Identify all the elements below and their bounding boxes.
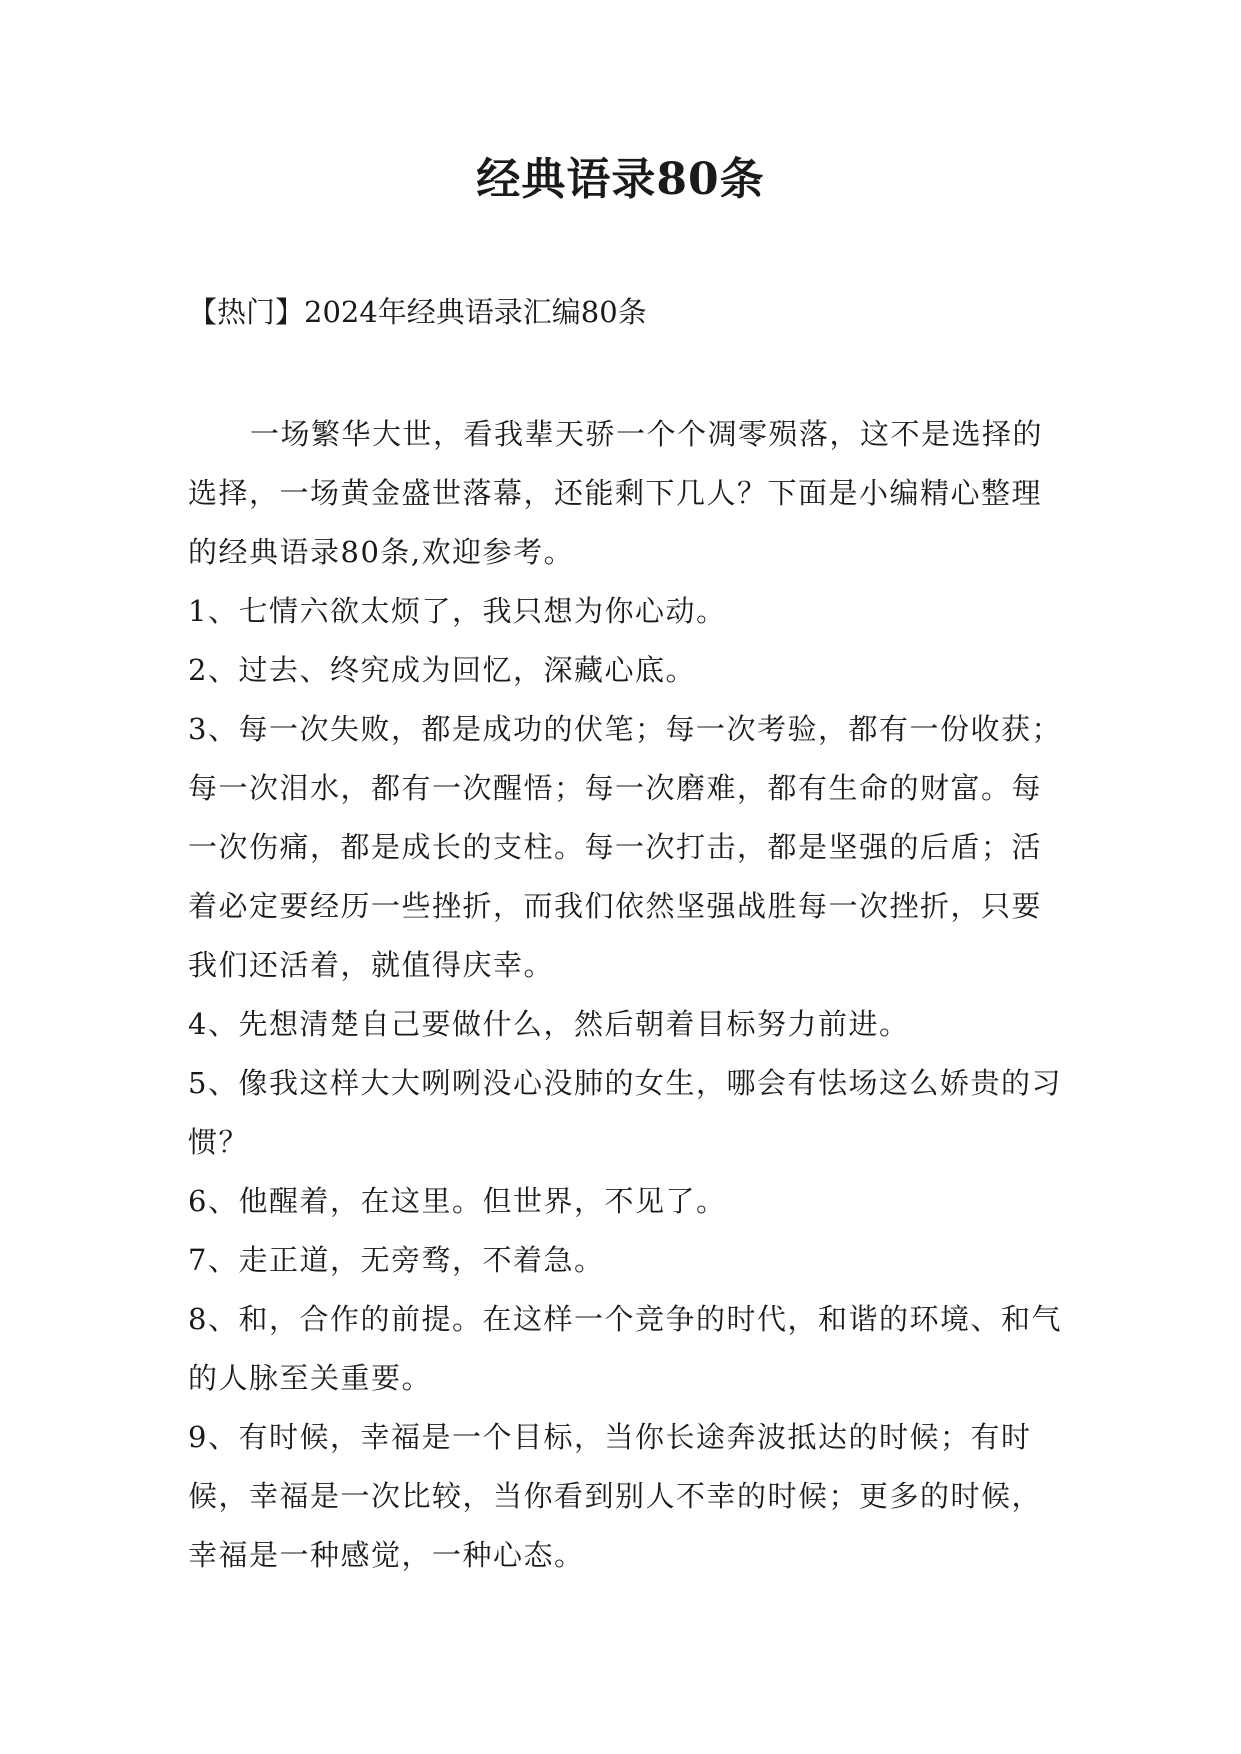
- quote-item-3: 3、每一次失败，都是成功的伏笔；每一次考验，都有一份收获；每一次泪水，都有一次醒悟；每一次磨难，都有生命的财富。每一次伤痛，都是成长的支柱。每一次打击，都是坚强的后盾；活着必定要经历一些挫折，而我们依然坚强战胜每一次挫折，只要我们还活着，就值得庆幸。: [188, 712, 1062, 982]
- quote-item-5: 5、像我这样大大咧咧没心没肺的女生，哪会有怯场这么娇贵的习惯？: [188, 1066, 1062, 1159]
- quote-item-8: 8、和，合作的前提。在这样一个竞争的时代，和谐的环境、和气的人脉至关重要。: [188, 1302, 1062, 1395]
- quote-item-1: 1、七情六欲太烦了，我只想为你心动。: [188, 594, 727, 628]
- quote-item-2: 2、过去、终究成为回忆，深藏心底。: [188, 653, 696, 687]
- document-subtitle: 【热门】2024年经典语录汇编80条: [188, 295, 647, 329]
- document-title: 经典语录80条: [476, 154, 765, 205]
- quote-item-7: 7、走正道，无旁骛，不着急。: [188, 1243, 605, 1277]
- quote-item-6: 6、他醒着，在这里。但世界，不见了。: [188, 1184, 727, 1218]
- document-body: [188, 405, 1068, 1585]
- quote-item-9: 9、有时候，幸福是一个目标，当你长途奔波抵达的时候；有时候，幸福是一次比较，当你看到别人不幸的时候；更多的时候，幸福是一种感觉，一种心态。: [188, 1420, 1043, 1572]
- quote-item-4: 4、先想清楚自己要做什么，然后朝着目标努力前进。: [188, 1007, 910, 1041]
- intro-paragraph: 一场繁华大世，看我辈天骄一个个凋零殒落，这不是选择的选择，一场黄金盛世落幕，还能剩下几人？下面是小编精心整理的经典语录80条,欢迎参考。: [188, 417, 1044, 569]
